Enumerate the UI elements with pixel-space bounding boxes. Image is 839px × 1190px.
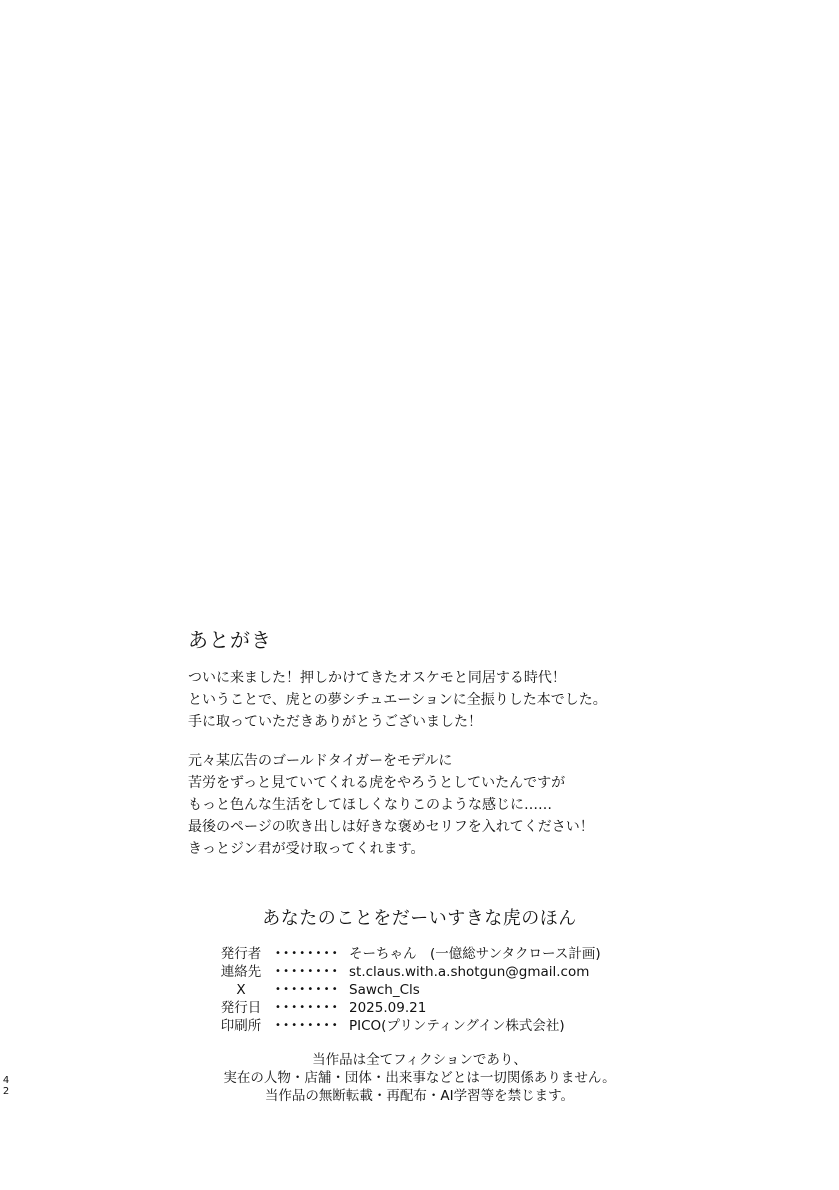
colophon-label: 印刷所 bbox=[220, 1018, 262, 1034]
notice-line: 実在の人物・店舗・団体・出来事などとは一切関係ありません。 bbox=[223, 1070, 616, 1086]
leader-dots: •••••••• bbox=[275, 948, 340, 959]
paragraph-line: 苦労をずっと見ていてくれる虎をやろうとしていたんですが bbox=[188, 775, 566, 791]
colophon-value: 2025.09.21 bbox=[349, 1000, 427, 1016]
colophon-label: 連絡先 bbox=[220, 964, 262, 980]
leader-dots: •••••••• bbox=[275, 1020, 340, 1031]
notice-line: 当作品の無断転載・再配布・AI学習等を禁じます。 bbox=[264, 1088, 575, 1104]
afterword-paragraph-2 bbox=[188, 750, 594, 860]
paragraph-line: ということで、虎との夢シチュエーションに全振りした本でした。 bbox=[188, 692, 607, 708]
book-title: あなたのことをだーいすきな虎のほん bbox=[262, 908, 577, 929]
leader-dots: •••••••• bbox=[275, 966, 340, 977]
page-number bbox=[1, 1075, 11, 1097]
afterword-paragraph-1 bbox=[188, 667, 607, 733]
paragraph-line: 元々某広告のゴールドタイガーをモデルに bbox=[188, 753, 453, 769]
paragraph-line: ついに来ました！押しかけてきたオスケモと同居する時代！ bbox=[188, 670, 566, 686]
colophon-value: PICO(プリンティングイン株式会社) bbox=[349, 1018, 565, 1034]
leader-dots: •••••••• bbox=[275, 1002, 340, 1013]
colophon-label: X bbox=[236, 982, 246, 998]
colophon-value: Sawch_Cls bbox=[349, 982, 420, 998]
page-number-digit: 4 bbox=[2, 1075, 10, 1086]
colophon-label: 発行者 bbox=[220, 946, 262, 962]
colophon-value: st.claus.with.a.shotgun@gmail.com bbox=[349, 964, 590, 980]
paragraph-line: 手に取っていただきありがとうございました！ bbox=[188, 714, 482, 730]
legal-notice bbox=[0, 1051, 839, 1105]
notice-line: 当作品は全てフィクションであり、 bbox=[312, 1052, 527, 1068]
paragraph-line: もっと色んな生活をしてほしくなりこのような感じに…… bbox=[188, 797, 552, 813]
paragraph-line: きっとジン君が受け取ってくれます。 bbox=[188, 841, 425, 857]
afterword-heading: あとがき bbox=[188, 628, 272, 652]
paragraph-line: 最後のページの吹き出しは好きな褒めセリフを入れてください！ bbox=[188, 819, 594, 835]
page-number-digit: 2 bbox=[2, 1086, 10, 1097]
colophon-label: 発行日 bbox=[220, 1000, 262, 1016]
leader-dots: •••••••• bbox=[275, 984, 340, 995]
colophon-value: そーちゃん (一億総サンタクロース計画) bbox=[349, 946, 601, 962]
